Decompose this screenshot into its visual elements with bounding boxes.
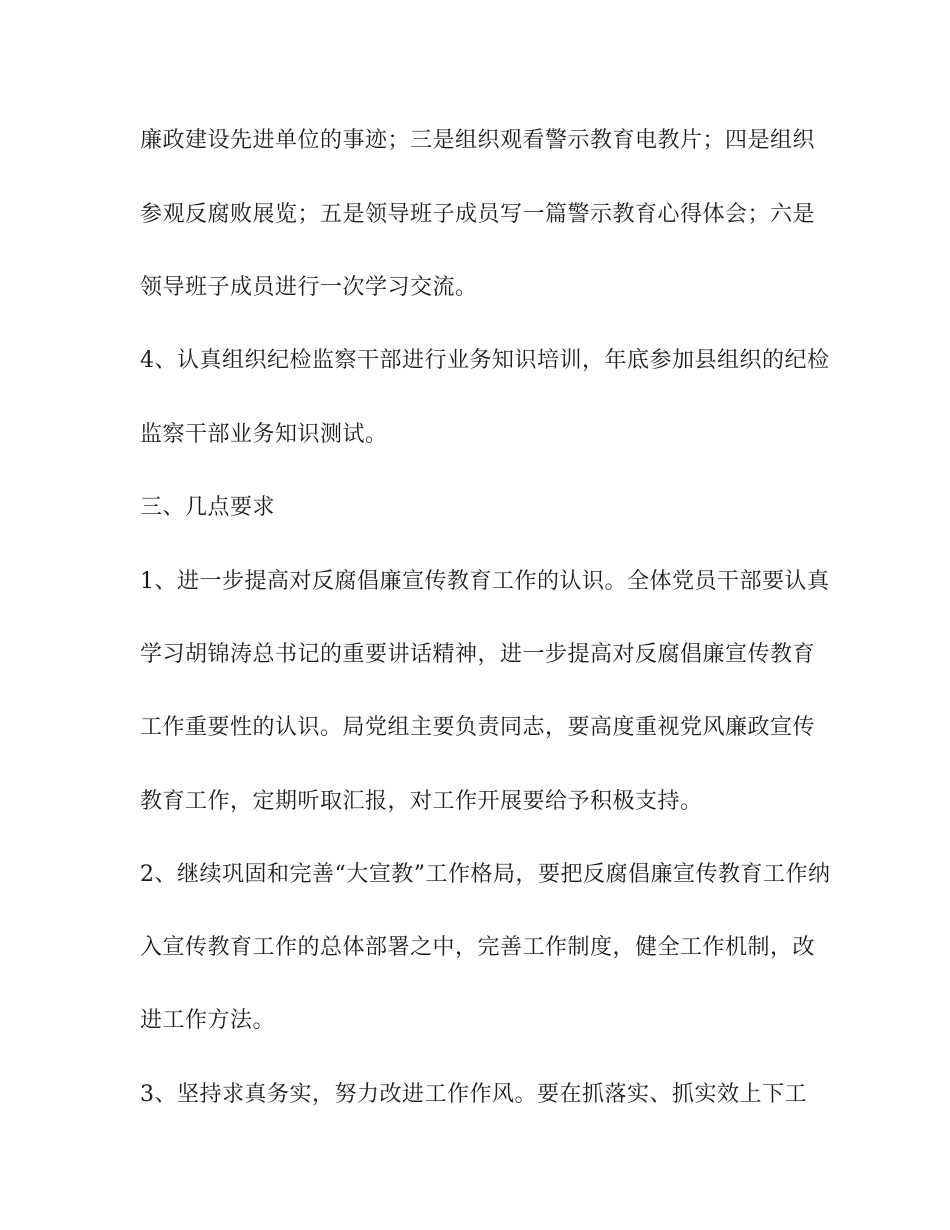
text-line: 1、进一步提高对反腐倡廉宣传教育工作的认识。全体党员干部要认真 [140, 569, 830, 594]
text-line: 入宣传教育工作的总体部署之中，完善工作制度，健全工作机制，改 [140, 935, 816, 960]
text-line: 4、认真组织纪检监察干部进行业务知识培训，年底参加县组织的纪检 [140, 348, 830, 373]
text-line: 2、继续巩固和完善“大宣教”工作格局，要把反腐倡廉宣传教育工作纳 [140, 862, 831, 887]
text-line: 参观反腐败展览；五是领导班子成员写一篇警示教育心得体会；六是 [140, 202, 816, 227]
text-line: 领导班子成员进行一次学习交流。 [140, 275, 478, 300]
text-line: 学习胡锦涛总书记的重要讲话精神，进一步提高对反腐倡廉宣传教育 [140, 642, 816, 667]
text-line: 3、坚持求真务实，努力改进工作作风。要在抓落实、抓实效上下工 [140, 1082, 807, 1107]
text-line: 进工作方法。 [140, 1008, 276, 1033]
section-heading: 三、几点要求 [140, 495, 276, 520]
text-line: 廉政建设先进单位的事迹；三是组织观看警示教育电教片；四是组织 [140, 128, 816, 153]
text-line: 工作重要性的认识。局党组主要负责同志，要高度重视党风廉政宣传 [140, 715, 816, 740]
text-line: 监察干部业务知识测试。 [140, 422, 388, 447]
text-line: 教育工作，定期听取汇报，对工作开展要给予积极支持。 [140, 789, 703, 814]
